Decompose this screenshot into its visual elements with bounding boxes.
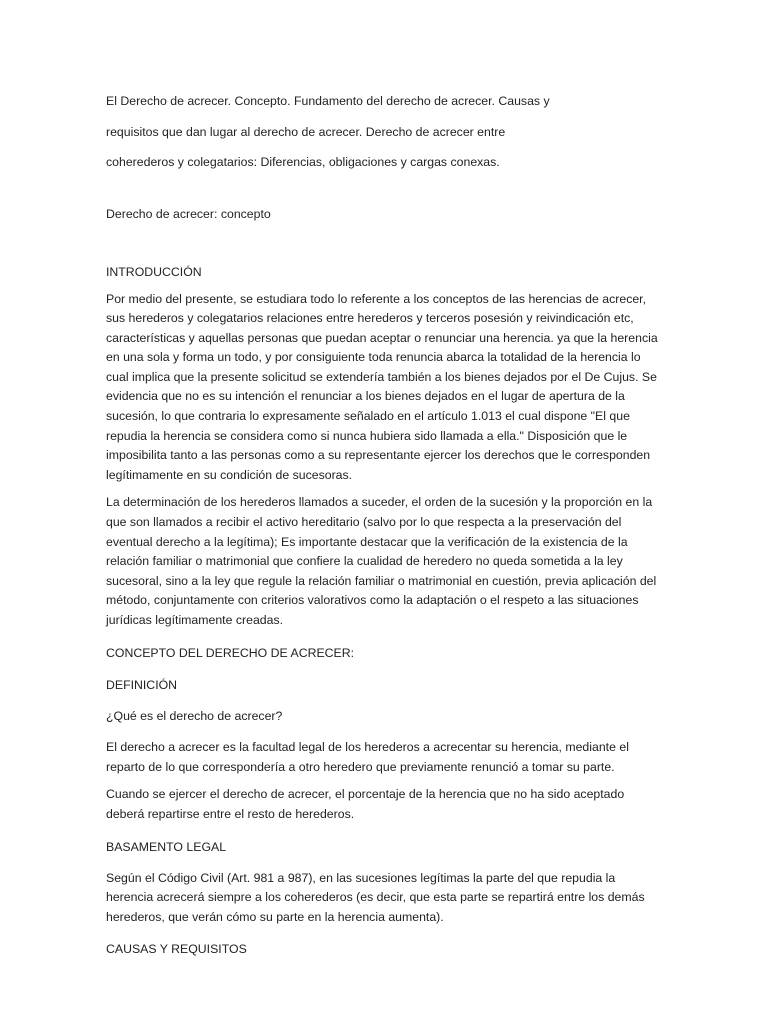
definition-question: ¿Qué es el derecho de acrecer?	[106, 708, 283, 723]
subtitle-concepto: Derecho de acrecer: concepto	[106, 206, 271, 221]
heading-basamento-legal: BASAMENTO LEGAL	[106, 839, 227, 854]
heading-concepto: CONCEPTO DEL DERECHO DE ACRECER:	[106, 645, 355, 660]
paragraph-introduccion-1: Por medio del presente, se estudiara todo lo referente a los conceptos de las herencias de acrecer, sus herederos y colegatarios relaciones entre herederos y terceros posesión y reivindicación etc, características y aquellas personas que puedan aceptar o renunciar una herencia. ya que la herencia en una sola y forma un todo, y por consiguiente toda renuncia abarca la totalidad de la herencia lo cual implica que la presente solicitud se extendería también a los bienes dejados por el De Cujus. Se evidencia que no es su intención el renunciar a los bienes dejados en el lugar de apertura de la sucesión, lo que contraria lo expresamente señalado en el artículo 1.013 el cual dispone "El que repudia la herencia se considera como si nunca hubiera sido llamada a ella." Disposición que le imposibilita tanto a las personas como a su representante ejercer los derechos que le corresponden legítimamente en su condición de sucesoras.	[106, 291, 658, 482]
paragraph-definicion-1: El derecho a acrecer es la facultad legal de los herederos a acrecentar su herencia, mediante el reparto de lo que correspondería a otro heredero que previamente renunció a tomar su parte.	[106, 740, 629, 774]
paragraph-introduccion-2: La determinación de los herederos llamados a suceder, el orden de la sucesión y la proporción en la que son llamados a recibir el activo hereditario (salvo por lo que respecta a la preservación del eventual derecho a la legítima); Es importante destacar que la verificación de la existencia de la relación familiar o matrimonial que confiere la cualidad de heredero no queda sometida a la ley sucesoral, sino a la ley que regule la relación familiar o matrimonial en cuestión, previa aplicación del método, conjuntamente con criterios valorativos como la adaptación o el respeto a las situaciones jurídicas legítimamente creadas.	[106, 495, 657, 627]
paragraph-definicion-2: Cuando se ejercer el derecho de acrecer, el porcentaje de la herencia que no ha sido aceptado deberá repartirse entre el resto de herederos.	[106, 787, 625, 821]
heading-causas-requisitos: CAUSAS Y REQUISITOS	[106, 942, 247, 957]
heading-definicion: DEFINICIÓN	[106, 677, 178, 692]
heading-introduccion: INTRODUCCIÓN	[106, 264, 202, 279]
paragraph-basamento-1: Según el Código Civil (Art. 981 a 987), en las sucesiones legítimas la parte del que repudia la herencia acrecerá siempre a los coherederos (es decir, que esta parte se repartirá entre los demás herederos, que verán cómo su parte en la herencia aumenta).	[106, 870, 645, 924]
document-title: El Derecho de acrecer. Concepto. Fundamento del derecho de acrecer. Causas y requisitos que dan lugar al derecho de acrecer. Derecho de acrecer entre coherederos y colegatarios: Diferencias, obligaciones y cargas conexas.	[106, 94, 550, 169]
